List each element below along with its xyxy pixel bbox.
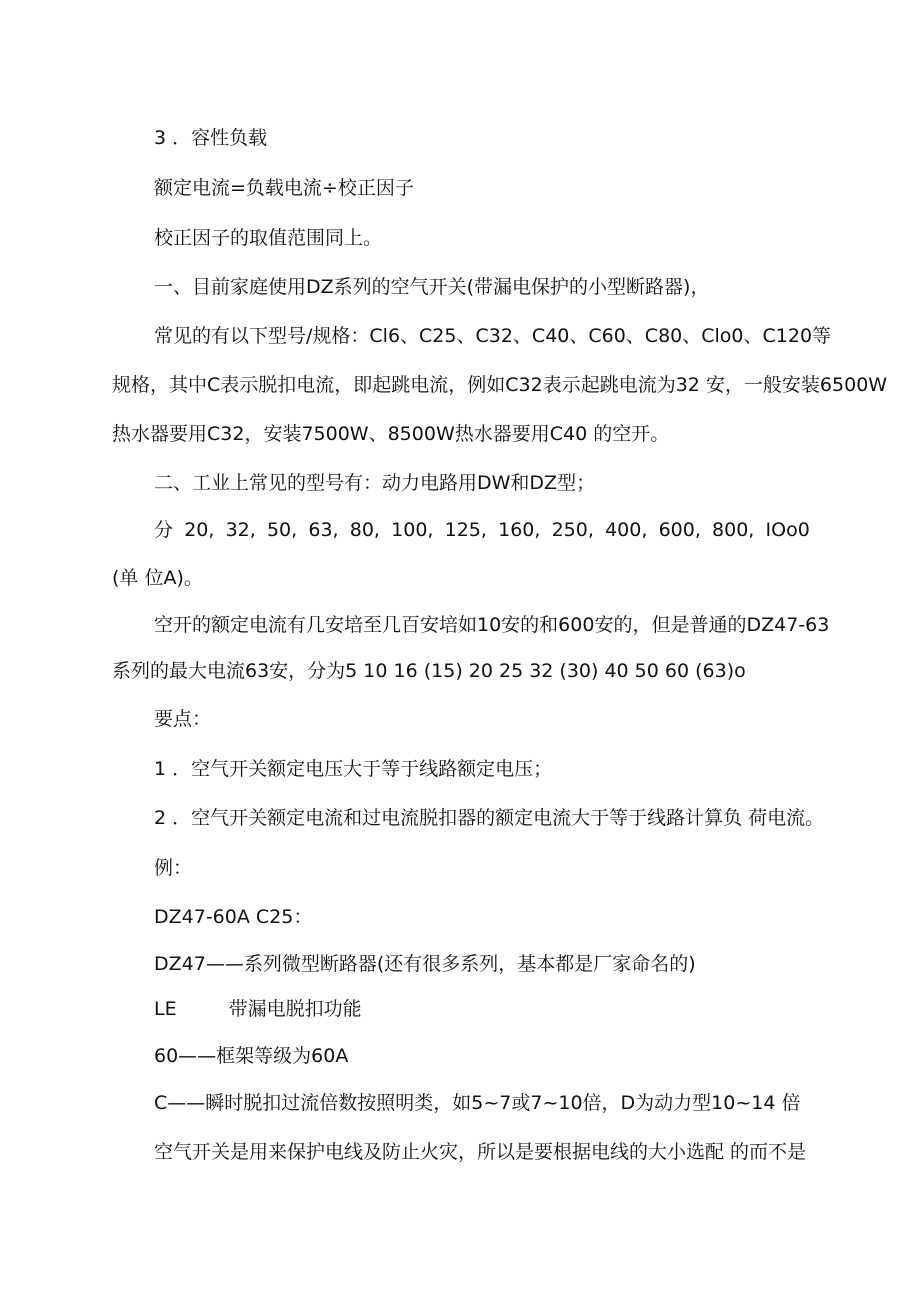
example-heading: 例： bbox=[154, 857, 193, 879]
rating-item: 800, bbox=[712, 519, 755, 541]
rating-item: 20, bbox=[184, 519, 215, 541]
models-text: 常见的有以下型号/规格：Cl6、C25、C32、C40、C60、C80、Clo0、C120 bbox=[154, 325, 813, 347]
example-line: 60——框架等级为60A bbox=[154, 1045, 349, 1067]
current-range-suffix: -63 bbox=[798, 614, 830, 636]
current-range-text: 空开的额定电流有几安培至几百安培如10安的和600安的，但是普通 bbox=[154, 614, 728, 636]
paragraph-line: 空气开关是用来保护电线及防止火灾，所以是要根据电线的大小选配 的而不是 bbox=[154, 1141, 807, 1163]
rating-item: 50, bbox=[266, 519, 298, 541]
current-range-line bbox=[154, 612, 830, 638]
rating-item: 400, bbox=[605, 519, 648, 541]
models-tail: 等 bbox=[812, 325, 832, 347]
rating-item: 分 bbox=[154, 519, 174, 541]
rating-item: 125, bbox=[444, 519, 487, 541]
rating-item: IOo0 bbox=[765, 519, 810, 541]
key-points-heading: 要点： bbox=[154, 708, 212, 730]
key-point-item: 2 ．空气开关额定电流和过电流脱扣器的额定电流大于等于线路计算负 荷电流。 bbox=[154, 807, 825, 829]
paragraph-line: 热水器要用C32，安装7500W、8500W热水器要用C40 的空开。 bbox=[112, 423, 670, 445]
rating-item: 160, bbox=[498, 519, 541, 541]
paragraph-line: 校正因子的取值范围同上。 bbox=[154, 227, 383, 249]
example-line: DZ47——系列微型断路器(还有很多系列，基本都是厂家命名的) bbox=[154, 953, 696, 975]
formula-line: 额定电流=负载电流÷校正因子 bbox=[154, 177, 414, 199]
paragraph-line: (单 位A)。 bbox=[112, 567, 203, 589]
ratings-line bbox=[154, 517, 810, 543]
rating-item: 600, bbox=[658, 519, 701, 541]
section-one-heading: 一、目前家庭使用DZ系列的空气开关(带漏电保护的小型断路器)， bbox=[154, 276, 710, 298]
le-description: 带漏电脱扣功能 bbox=[228, 998, 362, 1020]
section-two-heading: 二、工业上常见的型号有：动力电路用DW和DZ型； bbox=[154, 472, 596, 494]
models-line bbox=[154, 323, 832, 349]
paragraph-line: 系列的最大电流63安，分为5 10 16 (15) 20 25 32 (30) 40 50 60 (63)o bbox=[112, 660, 746, 682]
rating-item: 250, bbox=[551, 519, 594, 541]
key-point-item: 1 ．空气开关额定电压大于等于线路额定电压； bbox=[154, 758, 553, 780]
example-line: C——瞬时脱扣过流倍数按照明类，如5~7或7~10倍，D为动力型10~14 倍 bbox=[154, 1092, 801, 1114]
rating-item: 80, bbox=[349, 519, 380, 541]
heading-capacitive-load: 3 ．容性负载 bbox=[154, 127, 268, 149]
rating-item: 32, bbox=[225, 519, 256, 541]
current-range-model: 的DZ47 bbox=[727, 614, 799, 636]
rating-item: 63, bbox=[308, 519, 339, 541]
le-code: LE bbox=[154, 998, 177, 1020]
rating-item: 100, bbox=[391, 519, 434, 541]
example-model: DZ47-60A C25： bbox=[154, 906, 313, 928]
paragraph-line: 规格，其中C表示脱扣电流，即起跳电流，例如C32表示起跳电流为32 安，一般安装6500W bbox=[112, 374, 888, 396]
example-line bbox=[154, 996, 362, 1022]
